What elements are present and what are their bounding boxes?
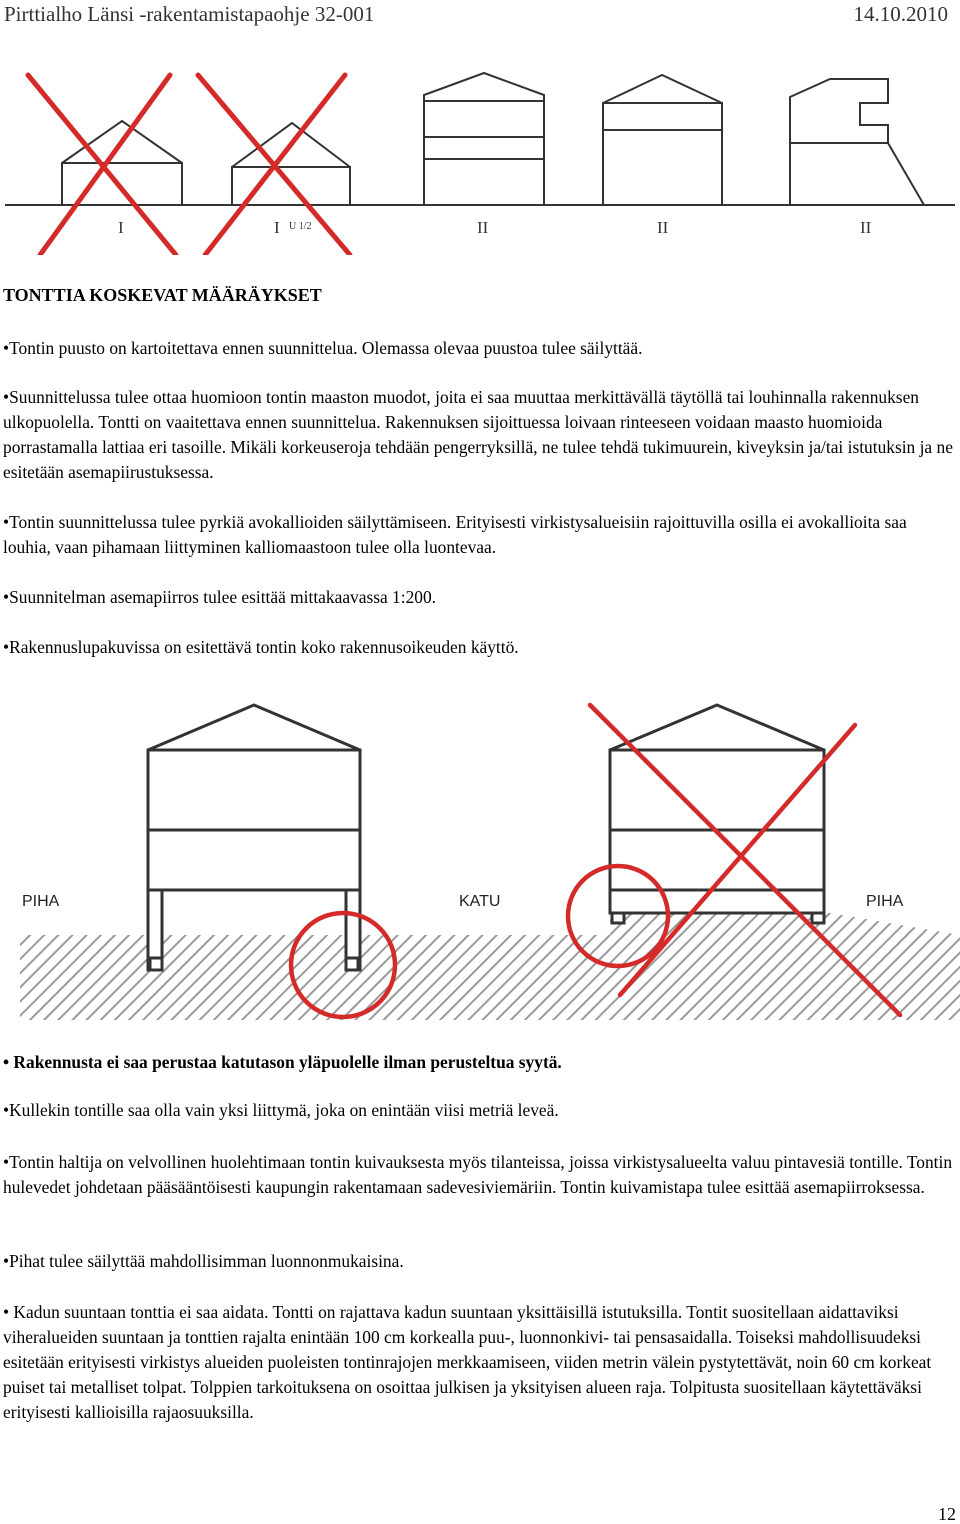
height-label-3: II [477,218,489,237]
left-building [148,705,360,970]
street-level-figure [0,695,960,1035]
building-3 [424,73,544,205]
document-header-title: Pirttialho Länsi -rakentamistapaohje 32-001 [4,2,375,26]
paragraph-7: •Tontin haltija on velvollinen huolehtimaan tontin kuivauksesta myös tilanteissa, joissa virkistysalueelta valuu pintavesiä tontille. Tontin hulevedet johdetaan pääsääntöisesti kaupungin rakentamaan sadevesiviemäriin. Tontin kuivamistapa tulee esittää asemapiirroksessa. [3,1152,953,1197]
paragraph-8: •Pihat tulee säilyttää mahdollisimman luonnonmukaisina. [3,1251,404,1271]
height-sublabel: U 1/2 [289,221,312,232]
building-height-figure [0,55,960,255]
document-header-date: 14.10.2010 [853,2,948,26]
paragraph-4: •Suunnitelman asemapiirros tulee esittää mittakaavassa 1:200. [3,587,437,607]
building-5 [790,79,924,205]
label-piha-left: PIHA [22,893,60,910]
height-label-2: I [274,218,280,237]
bold-rule: • Rakennusta ei saa perustaa katutason yläpuolelle ilman perusteltua syytä. [3,1052,562,1072]
paragraph-1: •Tontin puusto on kartoitettava ennen suunnittelua. Olemassa olevaa puustoa tulee säilyttää. [3,338,643,358]
height-label-5: II [860,218,872,237]
paragraph-6: •Kullekin tontille saa olla vain yksi liittymä, joka on enintään viisi metriä leveä. [3,1100,559,1120]
paragraph-2: •Suunnittelussa tulee ottaa huomioon tontin maaston muodot, joita ei saa muuttaa merkittävällä täytöllä tai louhinnalla rakennuksen ulkopuolella. Tontti on vaaitettava ennen suunnittelua. Rakennuksen sijoittuessa loivaan rinteeseen voidaan maasto huomioida porrastamalla lattiaa eri tasoille. Mikäli korkeuseroja tehdään pengerryksillä, ne tulee tehdä tukimuurein, kiveyksin ja/tai istutuksin ja ne esitetään asemapiirustuksessa. [3,387,953,482]
label-katu: KATU [459,893,501,910]
height-label-1: I [118,218,124,237]
right-building [610,705,824,923]
paragraph-5: •Rakennuslupakuvissa on esitettävä tontin koko rakennusoikeuden käyttö. [3,637,519,657]
page-number: 12 [938,1504,956,1524]
building-4 [603,75,722,205]
height-label-4: II [657,218,669,237]
paragraph-3: •Tontin suunnittelussa tulee pyrkiä avokallioiden säilyttämiseen. Erityisesti virkistysalueisiin rajoittuvilla osilla ei avokallioita saa louhia, vaan pihamaan liittyminen kalliomaastoon tulee olla luontevaa. [3,512,907,557]
section-title: TONTTIA KOSKEVAT MÄÄRÄYKSET [3,285,322,305]
paragraph-9: • Kadun suuntaan tonttia ei saa aidata. Tontti on rajattava kadun suuntaan yksittäisillä istutuksilla. Tontit suositellaan aidattaviksi viheralueiden suuntaan ja tonttien rajalta enintään 100 cm korkealla puu-, luonnonkivi- tai pensasaidalla. Toiseksi mahdollisuudeksi esitetään erityisesti virkistys alueiden puoleisten tontinrajojen merkkaamiseen, viiden metrin välein pystytettävät, noin 60 cm korkeat puiset tai metalliset tolpat. Tolppien tarkoituksena on osoittaa julkisen ja yksityisen alueen raja. Tolpitusta suositellaan käytettäväksi erityisesti kallioisilla rajaosuuksilla. [3,1302,932,1422]
label-piha-right: PIHA [866,893,904,910]
cross-1-b [40,75,170,255]
